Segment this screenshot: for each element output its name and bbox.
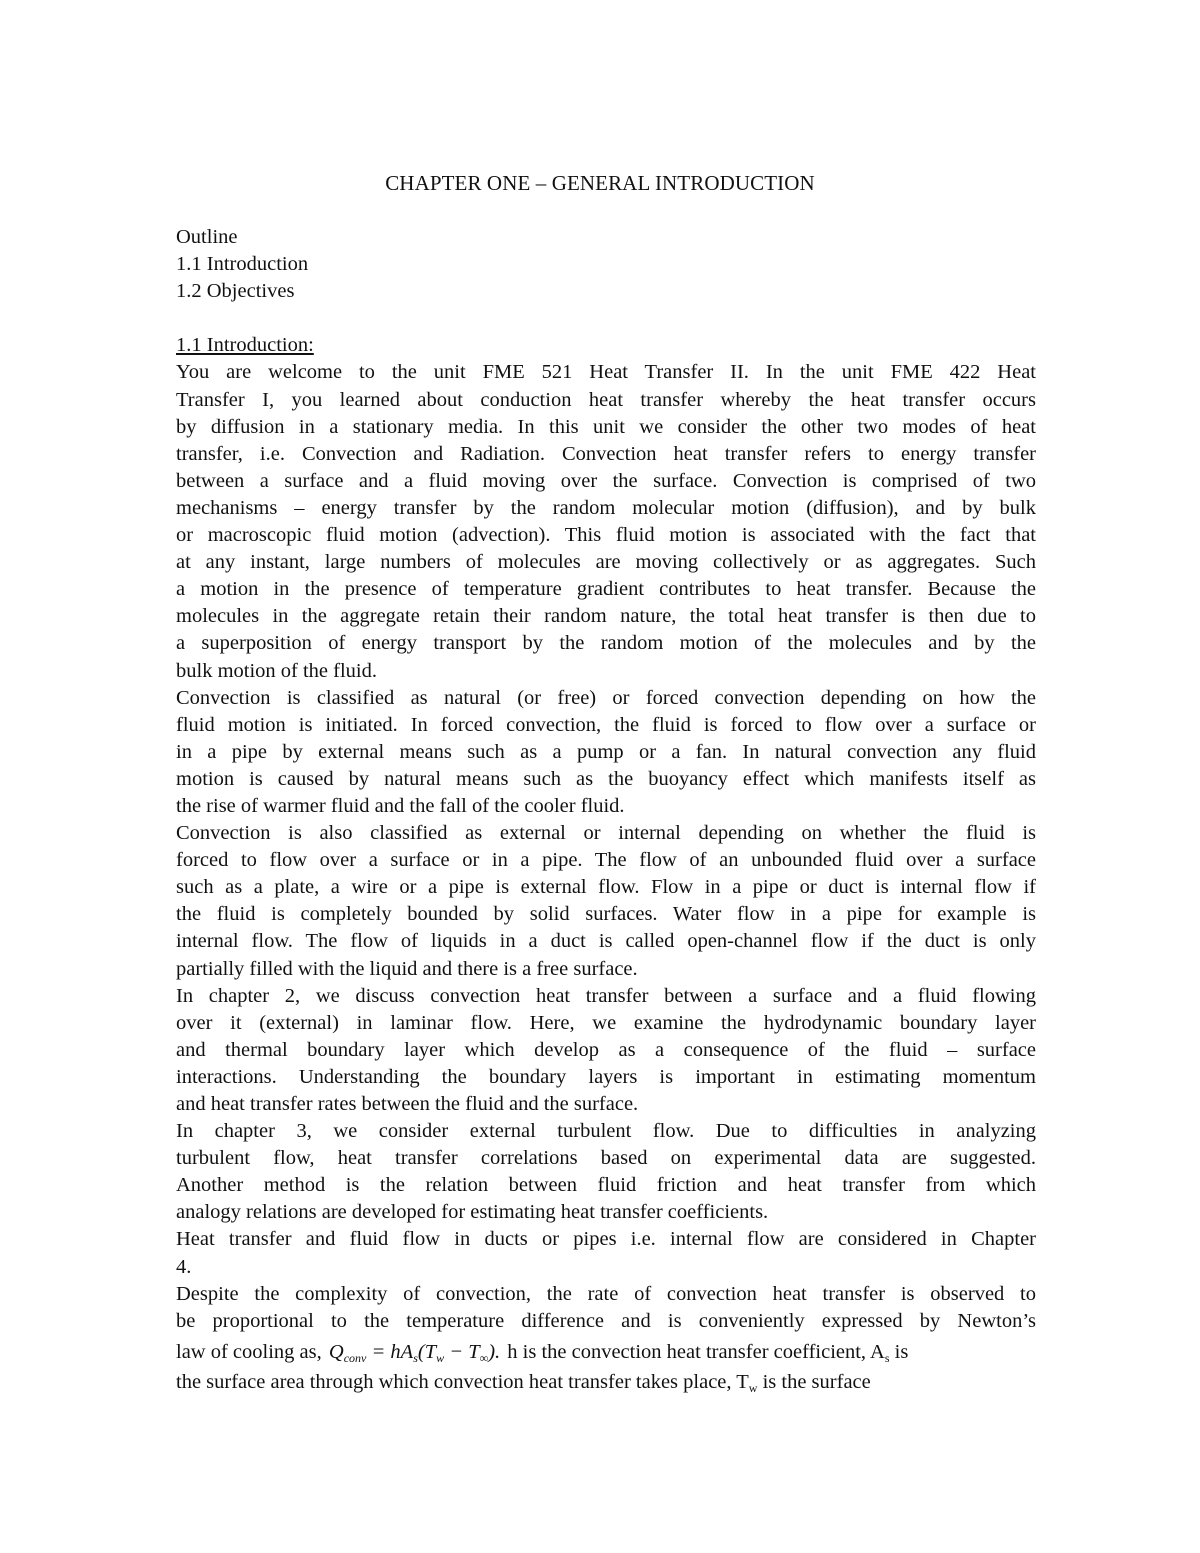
text-line: Transfer I, you learned about conduction heat transfer whereby the heat transfer occurs: [176, 388, 1036, 411]
text-line: In chapter 2, we discuss convection heat transfer between a surface and a fluid flowing: [176, 984, 1036, 1007]
text-line: be proportional to the temperature difference and is conveniently expressed by Newton’s: [176, 1309, 1036, 1332]
text-line: by diffusion in a stationary media. In this unit we consider the other two modes of heat: [176, 415, 1036, 438]
section-heading: 1.1 Introduction:: [176, 334, 314, 357]
paragraph: [176, 1281, 1036, 1335]
formula-lead-text: law of cooling as,: [176, 1340, 322, 1363]
text-line: the fluid is completely bounded by solid surfaces. Water flow in a pipe for example is: [176, 903, 1036, 926]
paragraph: [176, 820, 1036, 983]
formula-trailing-text: h is the convection heat transfer coefficient, A: [502, 1340, 885, 1363]
text-line: between a surface and a fluid moving over the surface. Convection is comprised of two: [176, 469, 1036, 492]
text-line: and heat transfer rates between the fluid and the surface.: [176, 1093, 639, 1115]
chapter-title: CHAPTER ONE – GENERAL INTRODUCTION: [385, 171, 815, 195]
outline: [176, 224, 1036, 305]
text-line: mechanisms – energy transfer by the random molecular motion (diffusion), and by bulk: [176, 496, 1036, 519]
text-line: You are welcome to the unit FME 521 Heat Transfer II. In the unit FME 422 Heat: [176, 361, 1036, 384]
text-line: Despite the complexity of convection, the rate of convection heat transfer is observed to: [176, 1282, 1036, 1305]
paragraph: [176, 359, 1036, 684]
text-line: a superposition of energy transport by the random motion of the molecules and by the: [176, 632, 1036, 655]
text-line: 4.: [176, 1255, 192, 1278]
text-line: analogy relations are developed for estimating heat transfer coefficients.: [176, 1201, 769, 1224]
paragraph: [176, 1226, 1036, 1280]
outline-item: 1.1 Introduction: [176, 253, 309, 276]
text-line: internal flow. The flow of liquids in a duct is called open-channel flow if the duct is only: [176, 930, 1036, 953]
text-line: bulk motion of the fluid.: [176, 659, 377, 682]
text-line: such as a plate, a wire or a pipe is external flow. Flow in a pipe or duct is internal flow if: [176, 876, 1036, 899]
text-line: Heat transfer and fluid flow in ducts or pipes i.e. internal flow are considered in Chapter: [176, 1228, 1036, 1251]
text-line: a motion in the presence of temperature gradient contributes to heat transfer. Because the: [176, 578, 1036, 601]
text-line: Another method is the relation between fluid friction and heat transfer from which: [176, 1174, 1036, 1197]
text-line: the rise of warmer fluid and the fall of the cooler fluid.: [176, 794, 625, 817]
formula-line: law of cooling as, $Q_{conv} = hA_s(T_w - T_\infty)$. h is the convection heat transfer coefficient, $A_s$ is: [176, 1335, 1036, 1369]
outline-item: 1.2 Objectives: [176, 280, 295, 303]
newton-cooling-formula: $Q_{conv} = hA_s(T_w - T_\infty)$.: [328, 1340, 501, 1365]
text-line: interactions. Understanding the boundary layers is important in estimating momentum: [176, 1065, 1036, 1088]
text-line: partially filled with the liquid and there is a free surface.: [176, 957, 638, 980]
text-line: Convection is classified as natural (or free) or forced convection depending on how the: [176, 686, 1036, 709]
final-line: the surface area through which convection heat transfer takes place, $T_w$ is the surface: [176, 1370, 871, 1395]
text-line: turbulent flow, heat transfer correlations based on experimental data are suggested.: [176, 1147, 1036, 1170]
text-line: motion is caused by natural means such as the buoyancy effect which manifests itself as: [176, 767, 1036, 790]
text-line: Convection is also classified as external or internal depending on whether the fluid is: [176, 822, 1036, 845]
document-body: [176, 224, 1036, 1396]
text-line: forced to flow over a surface or in a pipe. The flow of an unbounded fluid over a surface: [176, 849, 1036, 872]
text-line: fluid motion is initiated. In forced convection, the fluid is forced to flow over a surface or: [176, 713, 1036, 736]
text-line: molecules in the aggregate retain their random nature, the total heat transfer is then due to: [176, 605, 1036, 628]
text-line: or macroscopic fluid motion (advection). This fluid motion is associated with the fact that: [176, 524, 1036, 547]
text-line: transfer, i.e. Convection and Radiation. Convection heat transfer refers to energy transfer: [176, 442, 1036, 465]
paragraph: [176, 685, 1036, 820]
text-line: and thermal boundary layer which develop as a consequence of the fluid – surface: [176, 1038, 1036, 1061]
text-line: in a pipe by external means such as a pump or a fan. In natural convection any fluid: [176, 740, 1036, 763]
text-line: over it (external) in laminar flow. Here, we examine the hydrodynamic boundary layer: [176, 1011, 1036, 1034]
paragraph: [176, 983, 1036, 1118]
text-line: at any instant, large numbers of molecules are moving collectively or as aggregates. Such: [176, 551, 1036, 574]
paragraph: [176, 1118, 1036, 1226]
outline-label: Outline: [176, 226, 238, 248]
text-line: In chapter 3, we consider external turbulent flow. Due to difficulties in analyzing: [176, 1120, 1036, 1143]
paragraphs: [176, 359, 1036, 1334]
